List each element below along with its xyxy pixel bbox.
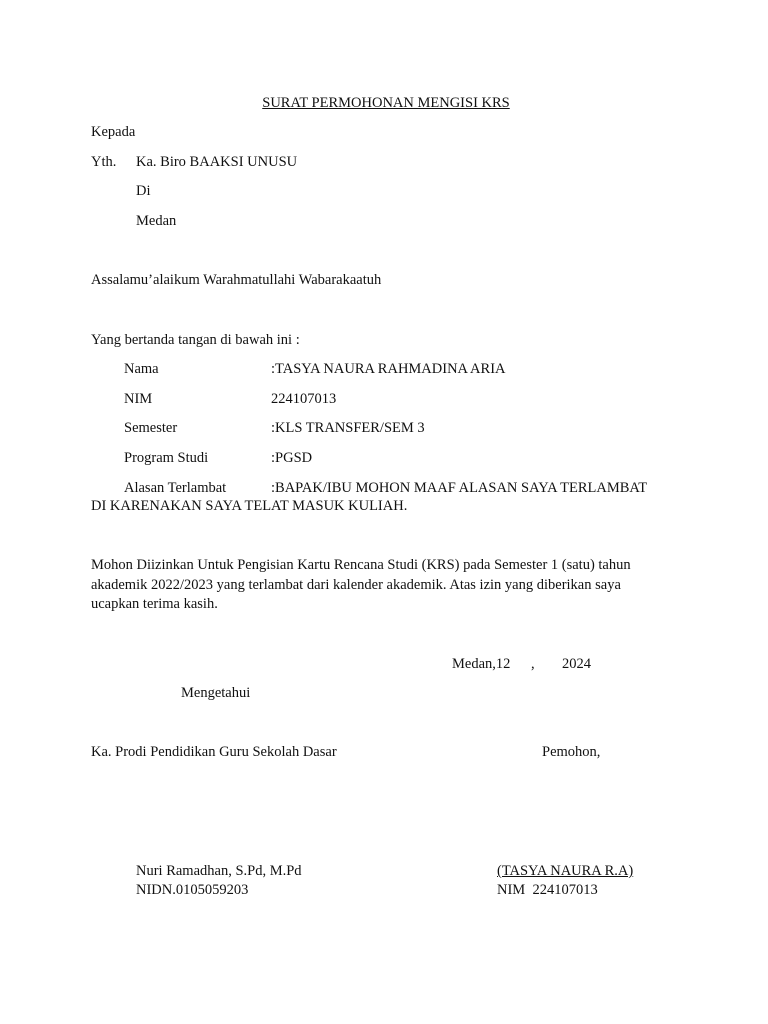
- field-value-nim: 224107013: [271, 391, 337, 407]
- date-place-day: Medan,12: [452, 656, 511, 672]
- recipient-city: Medan: [136, 213, 177, 229]
- date-comma: ,: [531, 656, 535, 672]
- recipient-office: Ka. Biro BAAKSI UNUSU: [136, 154, 298, 170]
- date-year: 2024: [562, 656, 591, 672]
- body-line-1: Mohon Diizinkan Untuk Pengisian Kartu Rencana Studi (KRS) pada Semester 1 (satu) tahun: [91, 557, 631, 573]
- field-label-nim: NIM: [124, 391, 153, 407]
- left-signatory-id: NIDN.0105059203: [136, 882, 249, 898]
- field-label-semester: Semester: [124, 420, 178, 436]
- letter-title: SURAT PERMOHONAN MENGISI KRS: [262, 95, 510, 111]
- field-label-alasan: Alasan Terlambat: [124, 480, 227, 496]
- field-value-program-studi: :PGSD: [271, 450, 313, 466]
- right-signatory-id: NIM 224107013: [497, 882, 598, 898]
- field-value-alasan: :BAPAK/IBU MOHON MAAF ALASAN SAYA TERLAMBAT: [271, 480, 648, 496]
- reason-continuation: DI KARENAKAN SAYA TELAT MASUK KULIAH.: [91, 498, 408, 514]
- body-line-2: akademik 2022/2023 yang terlambat dari kalender akademik. Atas izin yang diberikan saya: [91, 577, 621, 593]
- greeting: Assalamu’alaikum Warahmatullahi Wabarakaatuh: [91, 272, 382, 288]
- field-label-nama: Nama: [124, 361, 159, 377]
- right-signatory-name: (TASYA NAURA R.A): [497, 863, 634, 879]
- body-line-3: ucapkan terima kasih.: [91, 596, 218, 612]
- field-value-nama: :TASYA NAURA RAHMADINA ARIA: [271, 361, 506, 377]
- right-signatory-role: Pemohon,: [542, 744, 601, 760]
- yth-label: Yth.: [91, 154, 117, 170]
- intro-text: Yang bertanda tangan di bawah ini :: [91, 332, 300, 348]
- kepada-label: Kepada: [91, 124, 136, 140]
- recipient-di: Di: [136, 183, 151, 199]
- left-signatory-name: Nuri Ramadhan, S.Pd, M.Pd: [136, 863, 302, 879]
- field-label-program-studi: Program Studi: [124, 450, 209, 466]
- left-signatory-role: Ka. Prodi Pendidikan Guru Sekolah Dasar: [91, 744, 337, 760]
- field-value-semester: :KLS TRANSFER/SEM 3: [271, 420, 425, 436]
- mengetahui-label: Mengetahui: [181, 685, 251, 701]
